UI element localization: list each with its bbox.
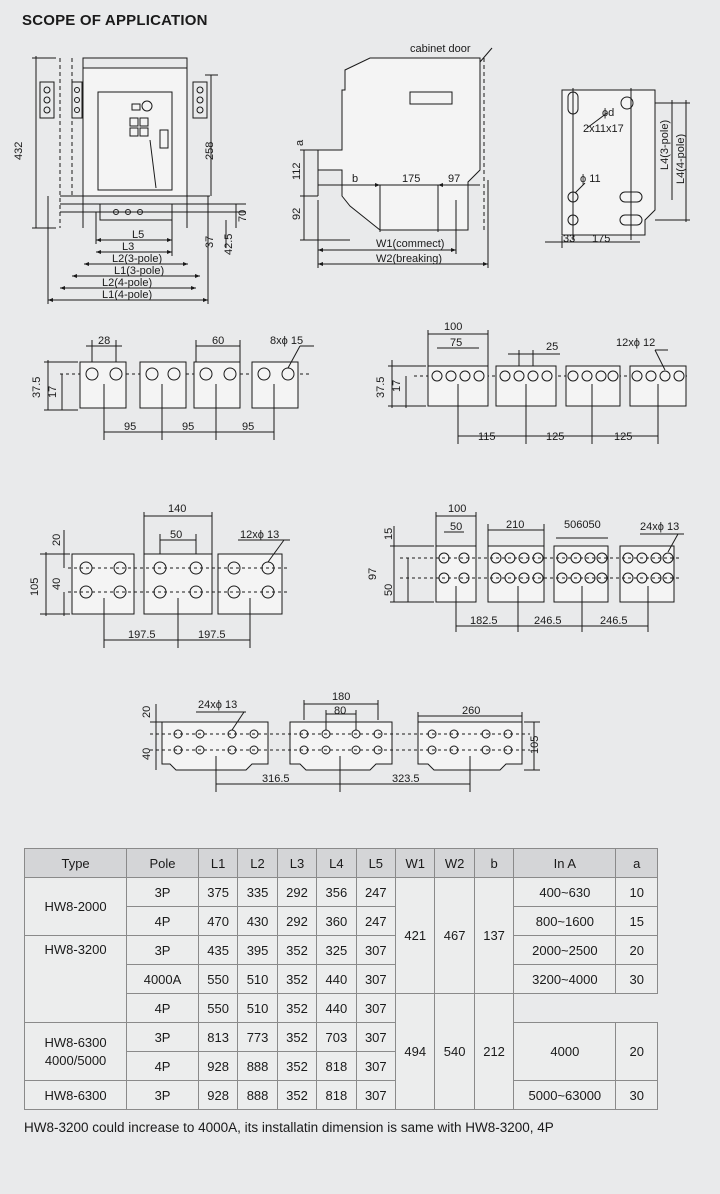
dim-40: 40 [51, 577, 63, 590]
header-L1: L1 [198, 849, 237, 878]
dim-L5: L5 [132, 229, 145, 241]
dim-a: a [294, 139, 306, 146]
dim-17-b: 17 [391, 379, 403, 392]
dim-180: 180 [332, 691, 351, 703]
table-row [25, 1023, 658, 1052]
L4-cell: 703 [317, 1023, 356, 1052]
a-cell: 10 [616, 878, 658, 907]
a-cell: 20 [616, 936, 658, 965]
dim-L4-4pole: L4(4-pole) [675, 133, 687, 184]
dim-432: 432 [13, 141, 25, 160]
table-header-row [25, 849, 658, 878]
page-title: SCOPE OF APPLICATION [22, 12, 208, 29]
header-L2: L2 [238, 849, 277, 878]
L4-cell: 440 [317, 965, 356, 994]
front-view-drawing [13, 56, 249, 304]
dim-97: 97 [448, 173, 461, 185]
dim-15: 15 [383, 527, 395, 540]
holes-24x13-label: 24xϕ 13 [640, 521, 680, 533]
L2-cell: 888 [238, 1052, 277, 1081]
dim-L1-3pole: L1(3-pole) [114, 265, 165, 277]
dim-80: 80 [334, 705, 347, 717]
pole-cell: 3P [127, 936, 199, 965]
dim-175: 175 [402, 173, 421, 185]
dim-197-5-a: 197.5 [128, 629, 156, 641]
W2-cell: 467 [435, 878, 474, 994]
hole-phid-label: ϕd [602, 107, 615, 119]
terminal-drawing-3 [29, 503, 290, 648]
footnote: HW8-3200 could increase to 4000A, its installatin dimension is same with HW8-3200, 4P [24, 1120, 554, 1135]
L1-cell: 550 [198, 994, 237, 1023]
L5-cell: 307 [356, 994, 395, 1023]
mounting-hole-drawing [545, 88, 690, 248]
table-row [25, 936, 658, 965]
L5-cell: 307 [356, 1023, 395, 1052]
terminal-drawing-5 [141, 691, 541, 792]
L1-cell: 550 [198, 965, 237, 994]
L2-cell: 510 [238, 965, 277, 994]
L5-cell: 247 [356, 907, 395, 936]
dim-246-5-a: 246.5 [534, 615, 562, 627]
header-L5: L5 [356, 849, 395, 878]
in-a-cell: 5000~63000 [514, 1081, 616, 1110]
dim-506050: 506050 [564, 519, 601, 531]
dim-L1-4pole: L1(4-pole) [102, 289, 153, 301]
holes-12x13-label: 12xϕ 13 [240, 529, 280, 541]
dim-182-5: 182.5 [470, 615, 498, 627]
header-b: b [474, 849, 513, 878]
L1-cell: 470 [198, 907, 237, 936]
dim-140: 140 [168, 503, 187, 515]
L5-cell: 307 [356, 936, 395, 965]
L1-cell: 928 [198, 1052, 237, 1081]
dim-100: 100 [444, 321, 463, 333]
side-view-drawing [291, 43, 492, 268]
dim-246-5-b: 246.5 [600, 615, 628, 627]
dim-37-5: 37.5 [31, 376, 43, 398]
dim-75: 75 [450, 337, 463, 349]
dim-W1: W1(commect) [376, 238, 445, 250]
pole-cell: 4P [127, 1052, 199, 1081]
terminal-drawing-2 [375, 321, 690, 444]
L3-cell: 292 [277, 878, 316, 907]
hole-11-label: ϕ 11 [580, 173, 601, 185]
dim-95-b: 95 [182, 421, 195, 433]
L3-cell: 352 [277, 994, 316, 1023]
header-pole: Pole [127, 849, 199, 878]
dim-W2: W2(breaking) [376, 253, 443, 265]
in-a-cell: 800~1600 [514, 907, 616, 936]
dim-L2-4pole: L2(4-pole) [102, 277, 153, 289]
terminal-drawing-1 [31, 335, 314, 440]
type-cell: HW8-2000 [25, 878, 127, 936]
header-W1: W1 [396, 849, 435, 878]
L4-cell: 818 [317, 1052, 356, 1081]
pole-cell: 3P [127, 1081, 199, 1110]
L3-cell: 352 [277, 965, 316, 994]
dim-100-b: 100 [448, 503, 467, 515]
dim-95-a: 95 [124, 421, 137, 433]
L3-cell: 292 [277, 907, 316, 936]
dim-37-5-b: 37.5 [375, 376, 387, 398]
type-cell: HW8-6300 4000/5000 [25, 1023, 127, 1081]
dim-125-a: 125 [546, 431, 565, 443]
dim-50: 50 [170, 529, 183, 541]
L4-cell: 356 [317, 878, 356, 907]
type-cell: HW8-3200 [25, 936, 127, 1023]
table-row [25, 1081, 658, 1110]
dim-25: 25 [546, 341, 559, 353]
in-a-cell: 2000~2500 [514, 936, 616, 965]
header-L3: L3 [277, 849, 316, 878]
L3-cell: 352 [277, 1081, 316, 1110]
header-a: a [616, 849, 658, 878]
L1-cell: 813 [198, 1023, 237, 1052]
W1-cell: 421 [396, 878, 435, 994]
header-W2: W2 [435, 849, 474, 878]
pole-cell: 3P [127, 878, 199, 907]
dim-92: 92 [291, 207, 303, 220]
dim-115: 115 [478, 431, 496, 443]
holes-12x12-label: 12xϕ 12 [616, 337, 656, 349]
L3-cell: 352 [277, 1023, 316, 1052]
pole-cell: 3P [127, 1023, 199, 1052]
L5-cell: 247 [356, 878, 395, 907]
dim-L3: L3 [122, 241, 135, 253]
pole-cell: 4000A [127, 965, 199, 994]
dim-40-b: 40 [141, 747, 153, 760]
dim-112: 112 [291, 162, 303, 180]
W1-cell: 494 [396, 994, 435, 1110]
L4-cell: 325 [317, 936, 356, 965]
pole-cell: 4P [127, 994, 199, 1023]
type-cell: HW8-6300 [25, 1081, 127, 1110]
dim-L4-3pole: L4(3-pole) [659, 119, 671, 170]
header-type: Type [25, 849, 127, 878]
dim-105: 105 [29, 577, 41, 596]
L4-cell: 360 [317, 907, 356, 936]
dim-316-5: 316.5 [262, 773, 290, 785]
dim-L2-3pole: L2(3-pole) [112, 253, 163, 265]
dimension-table [24, 848, 658, 1110]
L5-cell: 307 [356, 1081, 395, 1110]
dim-197-5-b: 197.5 [198, 629, 226, 641]
a-cell: 30 [616, 1081, 658, 1110]
a-cell: 20 [616, 1023, 658, 1081]
slot-size-label: 2x11x17 [583, 123, 624, 135]
dim-b: b [352, 173, 359, 185]
in-a-cell: 4000 [514, 1023, 616, 1081]
dim-97-b: 97 [367, 567, 379, 580]
dim-323-5: 323.5 [392, 773, 420, 785]
dim-105-b: 105 [529, 735, 541, 754]
dim-20: 20 [51, 533, 63, 546]
L1-cell: 928 [198, 1081, 237, 1110]
holes-8x15-label: 8xϕ 15 [270, 335, 304, 347]
dim-258: 258 [204, 141, 216, 160]
L2-cell: 888 [238, 1081, 277, 1110]
L3-cell: 352 [277, 1052, 316, 1081]
dim-42-5: 42.5 [223, 233, 235, 255]
dim-95-c: 95 [242, 421, 255, 433]
b-cell: 137 [474, 878, 513, 994]
L2-cell: 335 [238, 878, 277, 907]
table-row [25, 878, 658, 907]
header-in-a: In A [514, 849, 616, 878]
L1-cell: 375 [198, 878, 237, 907]
dim-50-b: 50 [450, 521, 463, 533]
dim-175-hole: 175 [592, 233, 611, 245]
a-cell: 30 [616, 965, 658, 994]
dim-70: 70 [237, 209, 249, 222]
in-a-cell: 400~630 [514, 878, 616, 907]
dim-50-v: 50 [383, 583, 395, 596]
dim-20-b: 20 [141, 705, 153, 718]
L5-cell: 307 [356, 965, 395, 994]
L1-cell: 435 [198, 936, 237, 965]
terminal-drawing-4 [367, 503, 684, 632]
holes-24x13-label-b: 24xϕ 13 [198, 699, 238, 711]
L4-cell: 440 [317, 994, 356, 1023]
dim-28: 28 [98, 335, 111, 347]
L3-cell: 352 [277, 936, 316, 965]
L4-cell: 818 [317, 1081, 356, 1110]
dim-33: 33 [563, 233, 576, 245]
L2-cell: 430 [238, 907, 277, 936]
dim-37: 37 [204, 235, 216, 248]
header-L4: L4 [317, 849, 356, 878]
L2-cell: 395 [238, 936, 277, 965]
W2-cell: 540 [435, 994, 474, 1110]
cabinet-door-label: cabinet door [410, 43, 471, 55]
pole-cell: 4P [127, 907, 199, 936]
b-cell: 212 [474, 994, 513, 1110]
dim-125-b: 125 [614, 431, 633, 443]
dim-60: 60 [212, 335, 225, 347]
L2-cell: 773 [238, 1023, 277, 1052]
L2-cell: 510 [238, 994, 277, 1023]
L5-cell: 307 [356, 1052, 395, 1081]
dim-260: 260 [462, 705, 481, 717]
a-cell: 15 [616, 907, 658, 936]
dim-210: 210 [506, 519, 525, 531]
dim-17: 17 [47, 385, 59, 398]
in-a-cell: 3200~4000 [514, 965, 616, 994]
